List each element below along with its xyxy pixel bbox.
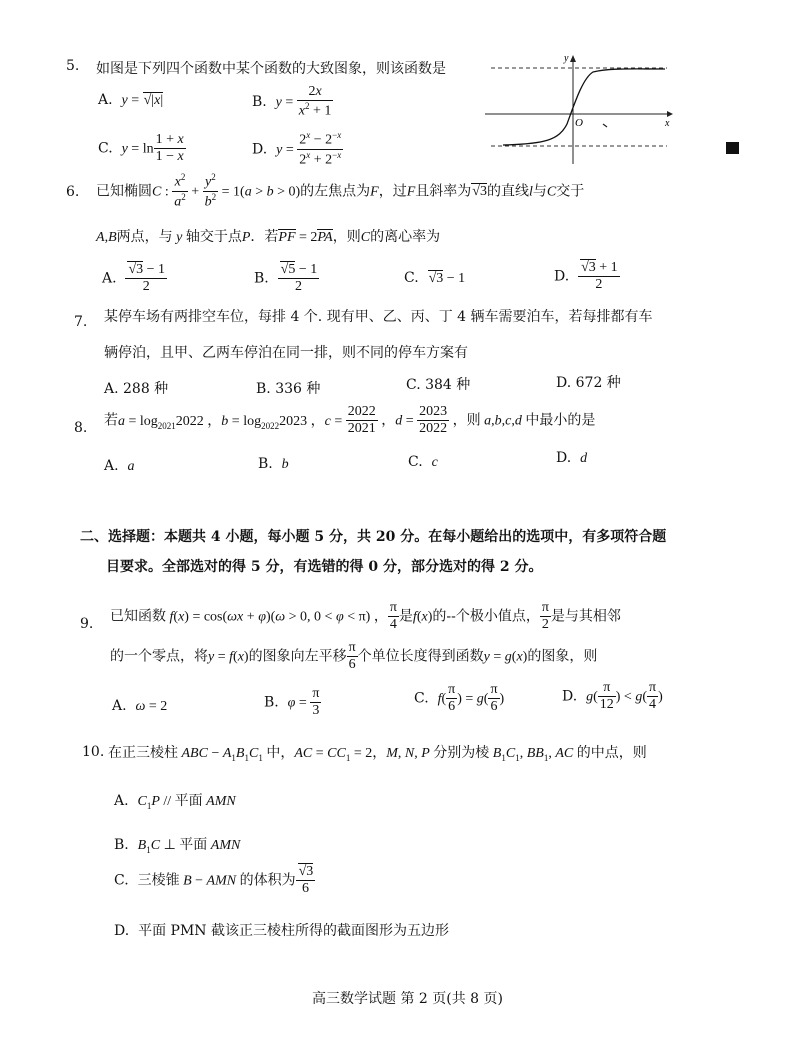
q10-option-a: A. $C_1P$ // 平面 AMN [114, 793, 236, 811]
q6-option-c: C. √3 − 1 [404, 270, 466, 286]
graph-origin-label: O [575, 117, 583, 129]
q7-line1: 某停车场有两排空车位，每排 4 个. 现有甲、乙、丙、丁 4 辆车需要泊车，若每排都有车 [104, 309, 653, 325]
q5-option-a: A. y = √|x| [98, 92, 164, 108]
q5-stem: 如图是下列四个函数中某个函数的大致图象，则该函数是 [96, 61, 446, 77]
q7-number: 7. [74, 314, 88, 330]
q6-option-b: B. $\frac{√5 - 1}{2}$ [254, 262, 318, 295]
q5-number: 5. [66, 58, 80, 74]
q10-option-d: D. 平面 PMN 截该正三棱柱所得的截面图形为五边形 [114, 923, 449, 939]
q6-line1: 已知椭圆C : $\frac{x^2}{a^2}$ + $\frac{y^2}{b^2}$ = 1(a > b > 0)的左焦点为F，过F且斜率为√3的直线l与C交于 [96, 172, 585, 210]
q5-option-b: B. y = $\frac{2x}{x^2 + 1}$ [252, 84, 332, 119]
graph-x-label: x [665, 118, 670, 129]
q6-option-d: D. $\frac{√3 + 1}{2}$ [554, 260, 618, 293]
q7-option-a: A. 288 种 [104, 381, 169, 397]
q6-option-a: A. $\frac{√3 - 1}{2}$ [102, 262, 166, 295]
q9-option-c: C. f( $\frac{\pi}{6}$ ) = g( $\frac{\pi}{6}$ ) [414, 682, 505, 715]
q6-number: 6. [66, 184, 80, 200]
section2-heading-line2: 目要求。全部选对的得 5 分，有选错的得 0 分，部分选对的得 2 分。 [106, 559, 543, 575]
margin-mark [726, 142, 739, 154]
q8-option-a: A. a [104, 458, 135, 474]
q9-number: 9. [80, 616, 94, 632]
q9-option-a: A. ω = 2 [112, 698, 168, 714]
q9-option-b: B. φ = $\frac{\pi}{3}$ [264, 686, 320, 719]
q7-line2: 辆停泊，且甲、乙两车停泊在同一排，则不同的停车方案有 [104, 345, 468, 361]
q5-graph [485, 52, 675, 167]
q9-option-d: D. g( $\frac{\pi}{12}$ ) < g( $\frac{\pi}{4}$ ) [562, 680, 663, 713]
q7-option-c: C. 384 种 [406, 377, 471, 393]
section2-heading-line1: 二、选择题：本题共 4 小题，每小题 5 分，共 20 分。在每小题给出的选项中，有多项符合题 [80, 529, 667, 545]
q7-option-d: D. 672 种 [556, 375, 621, 391]
q5-option-d: D. y = $\frac{2^x - 2^{-x}}{2^x + 2^{-x}}$ [252, 130, 342, 168]
q10-option-b: B. $B_1C$ ⊥ 平面 AMN [114, 837, 241, 855]
q9-line1: 已知函数 f(x) = cos(ωx + φ)(ω > 0, 0 < φ < π) ， $\frac{\pi}{4}$ 是f(x)的--个极小值点， $\frac{\pi}{2}$ 是与其相邻 [110, 600, 621, 633]
q8-number: 8. [74, 420, 88, 436]
graph-y-label: y [564, 53, 569, 64]
q10-number: 10. [82, 744, 105, 760]
q6-line2: A,B两点，与 y 轴交于点P．若PF = 2PA，则C的离心率为 [96, 229, 441, 245]
q7-option-b: B. 336 种 [256, 381, 321, 397]
page-footer: 高三数学试题 第 2 页(共 8 页) [312, 991, 503, 1007]
q9-line2: 的一个零点，将y = f(x)的图象向左平移 $\frac{\pi}{6}$ 个单位长度得到函数y = g(x)的图象，则 [110, 640, 598, 673]
q8-stem: 若$a = \log_{2021}2022$ ，$b = \log_{2022}2023$ ，c = $\frac{2022}{2021}$ ，d = $\frac{2023}{2022}$ ，则 a,b,c,d 中最小的是 [104, 404, 596, 437]
q5-option-c: C. y = ln $\frac{1 + x}{1 - x}$ [98, 132, 184, 165]
q8-option-d: D. d [556, 450, 588, 466]
q10-option-c: C. 三棱锥 B − AMN 的体积为 $\frac{√3}{6}$ [114, 864, 314, 897]
q10-stem: 在正三棱柱 ABC − $A_1B_1C_1$ 中，AC = $CC_1 = 2$，M, N, P 分别为棱 $B_1C_1$, $BB_1$, AC 的中点，则 [108, 745, 647, 763]
q8-option-b: B. b [258, 456, 289, 472]
q8-option-c: C. c [408, 454, 438, 470]
